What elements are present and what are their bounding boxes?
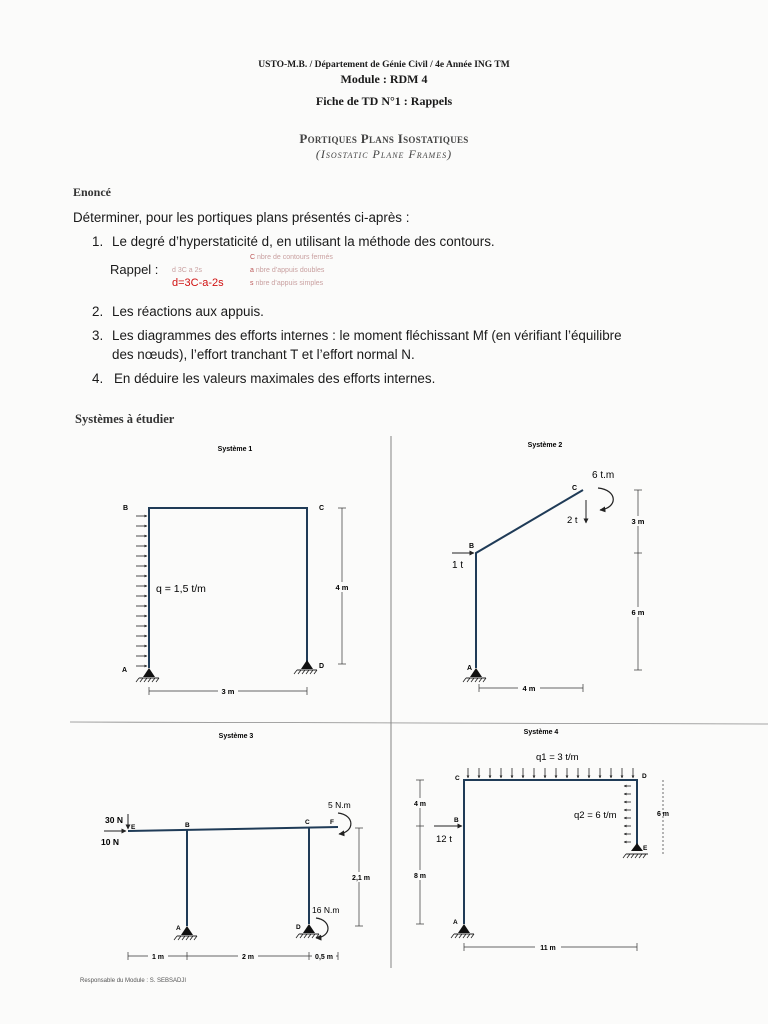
item-3-continuation: des nœuds), l’effort tranchant T et l’effort normal N. <box>112 347 415 362</box>
dim-11m: 11 m <box>540 945 556 952</box>
node-E: E <box>131 824 136 831</box>
dim-top: 3 m <box>631 517 645 526</box>
node-B: B <box>123 505 129 512</box>
force-12t: 12 t <box>436 834 452 845</box>
node-C: C <box>319 505 325 512</box>
node-C: C <box>572 485 578 492</box>
node-B: B <box>185 822 190 829</box>
legend-s: s nbre d’appuis simples <box>250 280 324 287</box>
node-D: D <box>319 663 325 670</box>
sheet-title: Fiche de TD N°1 : Rappels <box>315 94 453 108</box>
dim-width: 4 m <box>522 684 536 693</box>
moment-label: 6 t.m <box>592 470 615 481</box>
system-3 <box>101 733 372 961</box>
item-3-number: 3. <box>92 328 104 343</box>
force-30n: 30 N <box>105 815 123 825</box>
item-1-number: 1. <box>92 234 104 249</box>
force-10n: 10 N <box>101 837 119 847</box>
dim-8m: 8 m <box>413 873 427 880</box>
system-3-title: Système 3 <box>218 733 254 740</box>
dim-4m: 4 m <box>413 801 427 808</box>
legend-a: a nbre d’appuis doubles <box>250 267 325 274</box>
item-3-text: Les diagrammes des efforts internes : le moment fléchissant Mf (en vérifiant l’équilibre <box>112 328 622 343</box>
system-1 <box>122 446 351 696</box>
node-C: C <box>455 775 460 782</box>
topic-english: (Isostatic Plane Frames) <box>315 147 453 161</box>
system-1-title: Système 1 <box>217 446 253 453</box>
module-title: Module : RDM 4 <box>340 72 428 86</box>
node-A: A <box>122 667 128 674</box>
item-1-text: Le degré d’hyperstaticité d, en utilisant la méthode des contours. <box>112 234 495 249</box>
dim-1: 1 m <box>151 954 165 961</box>
node-A: A <box>467 665 473 672</box>
system-4-title: Système 4 <box>523 729 559 736</box>
force-c-label: 2 t <box>567 515 578 526</box>
node-D: D <box>296 924 301 931</box>
dim-bottom: 6 m <box>631 608 645 617</box>
node-D: D <box>642 773 647 780</box>
rappel-faint-formula: d 3C a 2s <box>172 267 202 274</box>
dim-height: 4 m <box>335 583 349 592</box>
rappel-formula: d=3C-a-2s <box>172 277 224 289</box>
systems-heading: Systèmes à étudier <box>75 412 175 426</box>
load-label: q = 1,5 t/m <box>156 583 206 595</box>
item-2-text: Les réactions aux appuis. <box>112 304 264 319</box>
dim-6m: 6 m <box>656 811 670 818</box>
node-C: C <box>305 819 310 826</box>
topic-french: Portiques Plans Isostatiques <box>299 131 469 146</box>
enonce-intro: Déterminer, pour les portiques plans présentés ci-après : <box>73 210 410 225</box>
node-A: A <box>176 925 181 932</box>
dim-width: 3 m <box>221 687 235 696</box>
node-B: B <box>469 543 475 550</box>
node-A: A <box>453 919 458 926</box>
node-B: B <box>454 817 459 824</box>
horizontal-divider <box>70 722 768 724</box>
item-4-text: En déduire les valeurs maximales des efforts internes. <box>114 371 436 386</box>
dim-2: 2 m <box>241 954 255 961</box>
moment-d: 16 N.m <box>312 905 340 915</box>
enonce-heading: Enoncé <box>73 185 112 199</box>
footer-responsible: Responsable du Module : S. SEBSADJI <box>80 978 187 984</box>
force-b-label: 1 t <box>452 560 464 571</box>
system-4 <box>410 729 669 952</box>
q2-label: q2 = 6 t/m <box>574 810 617 821</box>
legend-c: C nbre de contours fermés <box>250 254 333 261</box>
header-line-1: USTO-M.B. / Département de Génie Civil / 4e Année ING TM <box>258 60 510 70</box>
node-E: E <box>643 845 648 852</box>
rappel-label: Rappel : <box>110 262 159 277</box>
dim-height: 2,1 m <box>352 875 370 882</box>
item-2-number: 2. <box>92 304 104 319</box>
q1-label: q1 = 3 t/m <box>536 752 579 763</box>
item-4-number: 4. <box>92 371 104 386</box>
dim-3: 0,5 m <box>315 954 333 961</box>
system-2-title: Système 2 <box>527 442 563 449</box>
node-F: F <box>330 819 334 826</box>
moment-f: 5 N.m <box>328 800 351 810</box>
system-2 <box>452 442 648 693</box>
